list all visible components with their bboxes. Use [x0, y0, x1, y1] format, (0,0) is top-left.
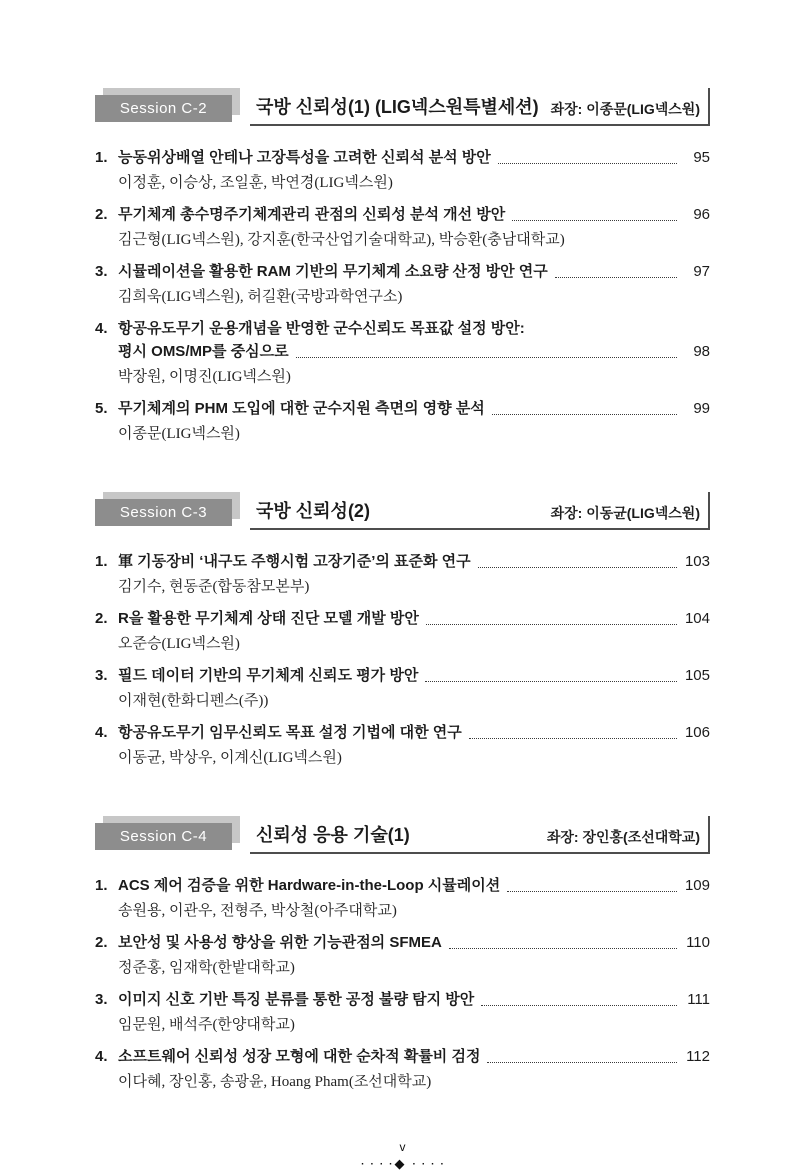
toc-item — [95, 397, 710, 445]
item-page-number: 105 — [684, 667, 710, 684]
item-authors: 이다혜, 장인홍, 송광윤, Hoang Pham(조선대학교) — [118, 1074, 432, 1090]
item-page-number: 97 — [693, 263, 710, 280]
dot-leader — [487, 1062, 677, 1063]
item-title: 항공유도무기 임무신뢰도 목표 설정 기법에 대한 연구 — [118, 724, 462, 741]
item-authors: 오준승(LIG넥스원) — [118, 636, 240, 652]
item-number: 2. — [95, 610, 108, 627]
session-title: 국방 신뢰성(1) (LIG넥스원특별세션) — [256, 97, 539, 117]
diamond-icon: ◆ — [394, 1156, 405, 1171]
item-title-line2: 평시 OMS/MP를 중심으로 — [118, 343, 289, 360]
session-badge-label: Session C-3 — [95, 499, 232, 526]
session-chair: 좌장: 이종문(LIG넥스원) — [550, 101, 700, 117]
item-authors: 임문원, 배석주(한양대학교) — [118, 1017, 295, 1033]
item-title: 항공유도무기 운용개념을 반영한 군수신뢰도 목표값 설정 방안: — [118, 320, 525, 337]
item-title: 무기체계의 PHM 도입에 대한 군수지원 측면의 영향 분석 — [118, 400, 485, 417]
item-number: 2. — [95, 934, 108, 951]
item-number: 4. — [95, 1048, 108, 1065]
session-badge — [95, 88, 240, 126]
dot-leader — [481, 1005, 677, 1006]
item-number: 3. — [95, 667, 108, 684]
item-number: 1. — [95, 877, 108, 894]
item-authors: 박장원, 이명진(LIG넥스원) — [118, 369, 291, 385]
toc-item — [95, 550, 710, 598]
toc-item — [95, 664, 710, 712]
dot-leader — [425, 681, 677, 682]
item-title: 보안성 및 사용성 향상을 위한 기능관점의 SFMEA — [118, 934, 442, 951]
item-page-number: 99 — [693, 400, 710, 417]
item-authors: 이동균, 박상우, 이계신(LIG넥스원) — [118, 750, 342, 766]
session-titlebox — [250, 816, 710, 854]
item-number: 2. — [95, 206, 108, 223]
item-number: 1. — [95, 149, 108, 166]
session-badge-label: Session C-4 — [95, 823, 232, 850]
dot-leader — [478, 567, 677, 568]
toc-item — [95, 203, 710, 251]
dot-leader — [512, 220, 677, 221]
session-c2 — [95, 88, 710, 454]
item-title: 軍 기동장비 ‘내구도 주행시험 고장기준’의 표준화 연구 — [118, 553, 471, 570]
item-title: 소프트웨어 신뢰성 성장 모형에 대한 순차적 확률비 검정 — [118, 1048, 481, 1065]
session-title: 국방 신뢰성(2) — [256, 501, 370, 521]
item-authors: 정준홍, 임재학(한밭대학교) — [118, 960, 295, 976]
footer-ornament — [355, 1156, 450, 1172]
folio-page-number: v — [399, 1140, 406, 1154]
item-page-number: 112 — [686, 1048, 710, 1065]
toc-item — [95, 146, 710, 194]
dot-leader — [426, 624, 677, 625]
item-number: 3. — [95, 263, 108, 280]
session-chair: 좌장: 이동균(LIG넥스원) — [550, 505, 700, 521]
session-titlebox — [250, 88, 710, 126]
session-badge — [95, 492, 240, 530]
item-page-number: 103 — [684, 553, 710, 570]
session-c3 — [95, 492, 710, 778]
item-number: 5. — [95, 400, 108, 417]
dot-leader — [469, 738, 677, 739]
toc-item — [95, 988, 710, 1036]
item-title: 이미지 신호 기반 특징 분류를 통한 공정 불량 탐지 방안 — [118, 991, 475, 1008]
dot-leader — [555, 277, 677, 278]
toc-item — [95, 607, 710, 655]
ornament-dots-right: ···· — [412, 1158, 450, 1170]
item-page-number: 110 — [686, 934, 710, 951]
item-number: 4. — [95, 320, 108, 337]
item-page-number: 106 — [684, 724, 710, 741]
dot-leader — [492, 414, 677, 415]
item-page-number: 95 — [693, 149, 710, 166]
item-title: R을 활용한 무기체계 상태 진단 모델 개발 방안 — [118, 610, 419, 627]
item-authors: 김근형(LIG넥스원), 강지훈(한국산업기술대학교), 박승환(충남대학교) — [118, 232, 565, 248]
session-titlebox — [250, 492, 710, 530]
item-title: 필드 데이터 기반의 무기체계 신뢰도 평가 방안 — [118, 667, 419, 684]
session-badge — [95, 816, 240, 854]
item-title: 시뮬레이션을 활용한 RAM 기반의 무기체계 소요량 산정 방안 연구 — [118, 263, 548, 280]
item-page-number: 109 — [684, 877, 710, 894]
item-number: 4. — [95, 724, 108, 741]
session-chair: 좌장: 장인홍(조선대학교) — [546, 829, 700, 845]
item-page-number: 104 — [684, 610, 710, 627]
item-authors: 송원용, 이관우, 전형주, 박상철(아주대학교) — [118, 903, 397, 919]
item-title: 능동위상배열 안테나 고장특성을 고려한 신뢰석 분석 방안 — [118, 149, 491, 166]
item-number: 3. — [95, 991, 108, 1008]
toc-item — [95, 317, 710, 388]
toc-item — [95, 721, 710, 769]
item-page-number: 96 — [693, 206, 710, 223]
page-footer — [95, 1140, 710, 1172]
item-authors: 이종문(LIG넥스원) — [118, 426, 240, 442]
session-header — [95, 88, 710, 126]
session-title: 신뢰성 응용 기술(1) — [256, 825, 410, 845]
toc-item — [95, 1045, 710, 1093]
toc-item — [95, 260, 710, 308]
ornament-dots-left: ···· — [361, 1158, 399, 1170]
dot-leader — [296, 357, 677, 358]
item-number: 1. — [95, 553, 108, 570]
toc-item — [95, 931, 710, 979]
item-page-number: 98 — [693, 343, 710, 360]
session-header — [95, 492, 710, 530]
dot-leader — [449, 948, 677, 949]
session-header — [95, 816, 710, 854]
item-page-number: 111 — [687, 991, 710, 1008]
session-badge-label: Session C-2 — [95, 95, 232, 122]
session-c4 — [95, 816, 710, 1102]
item-title: ACS 제어 검증을 위한 Hardware-in-the-Loop 시뮬레이션 — [118, 877, 501, 894]
item-authors: 이재현(한화디펜스(주)) — [118, 693, 269, 709]
toc-item — [95, 874, 710, 922]
item-title: 무기체계 총수명주기체계관리 관점의 신뢰성 분석 개선 방안 — [118, 206, 506, 223]
dot-leader — [507, 891, 677, 892]
item-authors: 김기수, 현동준(합동참모본부) — [118, 579, 310, 595]
item-authors: 이정훈, 이승상, 조일훈, 박연경(LIG넥스원) — [118, 175, 393, 191]
dot-leader — [498, 163, 677, 164]
item-authors: 김희욱(LIG넥스원), 허길환(국방과학연구소) — [118, 289, 403, 305]
